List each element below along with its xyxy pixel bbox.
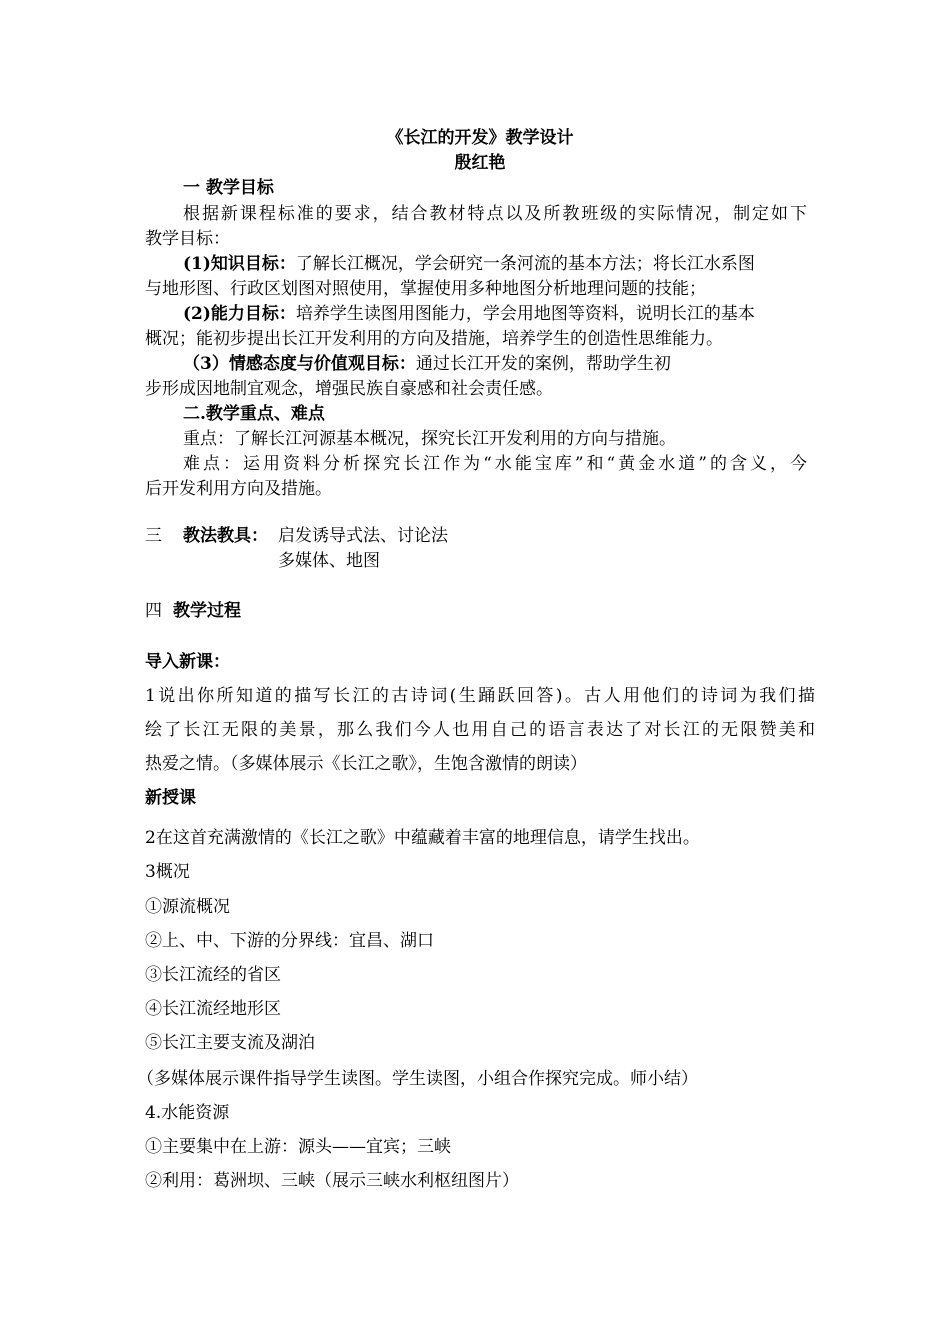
document-author: 殷红艳 [454, 153, 506, 173]
goal-knowledge-line-1 [183, 252, 807, 276]
goal-attitude-line-2: 步形成因地制宜观念，增强民族自豪感和社会责任感。 [145, 379, 553, 399]
document-title: 《长江的开发》教学设计 [386, 128, 574, 148]
section-1-intro-line-2: 教学目标： [145, 229, 230, 249]
list-item: ④长江流经地形区 [145, 999, 281, 1019]
goal-ability-text: 培养学生读图用图能力，学会用地图等资料，说明长江的基本 [295, 304, 755, 324]
goal-knowledge-line-2: 与地形图、行政区划图对照使用，掌握使用多种地图分析地理问题的技能； [145, 279, 706, 299]
paragraph-3: 3概况 [145, 862, 190, 882]
goal-attitude-text: 通过长江开发的案例，帮助学生初 [415, 354, 671, 374]
paragraph-4: 4.水能资源 [145, 1103, 230, 1123]
paragraph-1-line-3: 热爱之情。（多媒体展示《长江之歌》，生饱含激情的朗读） [145, 754, 587, 774]
list-item: ②利用：葛洲坝、三峡（展示三峡水利枢纽图片） [145, 1171, 519, 1191]
goal-knowledge-text: 了解长江概况，学会研究一条河流的基本方法；将长江水系图 [295, 254, 755, 274]
list-item: ⑤长江主要支流及湖泊 [145, 1033, 315, 1053]
intro-heading: 导入新课： [145, 652, 230, 672]
list-item: ③长江流经的省区 [145, 965, 281, 985]
goal-attitude-label: （3）情感态度与价值观目标： [183, 354, 416, 374]
section-4-label: 教学过程 [173, 601, 241, 621]
list-item: ②上、中、下游的分界线：宜昌、湖口 [145, 931, 434, 951]
paragraph-2: 2在这首充满激情的《长江之歌》中蕴藏着丰富的地理信息，请学生找出。 [145, 828, 700, 848]
section-1-heading: 一 教学目标 [183, 178, 274, 198]
paragraph-1-line-1: 1说出你所知道的描写长江的古诗词(生踊跃回答)。古人用他们的诗词为我们描 [145, 686, 815, 706]
section-3-number: 三 [145, 526, 162, 546]
section-3-tools: 多媒体、地图 [278, 551, 380, 571]
goal-attitude-line-1 [183, 352, 763, 376]
goal-ability-line-2: 概况；能初步提出长江开发利用的方向及措施，培养学生的创造性思维能力。 [145, 329, 723, 349]
section-4-number: 四 [145, 601, 162, 621]
goal-knowledge-label: (1)知识目标： [183, 254, 296, 274]
section-3-label: 教法教具： [183, 526, 268, 546]
section-2-heading: 二.教学重点、难点 [183, 404, 325, 424]
difficult-point-line-1: 难点：运用资料分析探究长江作为“水能宝库”和“黄金水道”的含义，今 [183, 454, 807, 474]
section-1-intro-line-1: 根据新课程标准的要求，结合教材特点以及所教班级的实际情况，制定如下 [183, 204, 807, 224]
difficult-point-line-2: 后开发利用方向及措施。 [145, 479, 332, 499]
goal-ability-line-1 [183, 302, 807, 326]
key-point: 重点：了解长江河源基本概况，探究长江开发利用的方向与措施。 [183, 429, 676, 449]
new-lesson-heading: 新授课 [145, 788, 196, 808]
section-3-methods: 启发诱导式法、讨论法 [278, 526, 448, 546]
paragraph-1-line-2: 绘了长江无限的美景，那么我们今人也用自己的语言表达了对长江的无限赞美和 [145, 720, 815, 740]
list-item: ①主要集中在上游：源头——宜宾；三峡 [145, 1137, 451, 1157]
list-item: ①源流概况 [145, 897, 230, 917]
teaching-note: （多媒体展示课件指导学生读图。学生读图，小组合作探究完成。师小结） [137, 1069, 698, 1089]
goal-ability-label: (2)能力目标： [183, 304, 296, 324]
